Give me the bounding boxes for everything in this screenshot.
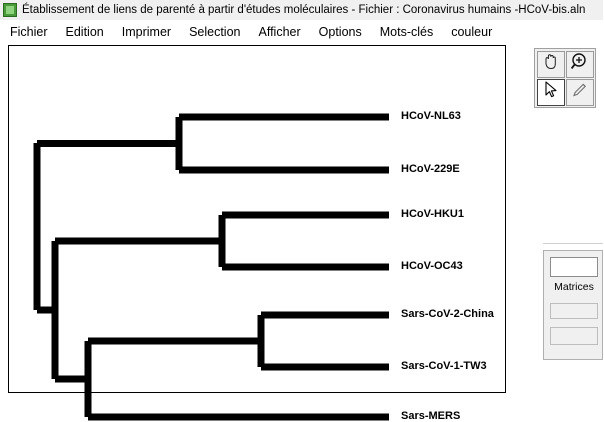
matrices-label: Matrices xyxy=(554,281,594,293)
matrices-tertiary-field[interactable] xyxy=(550,327,598,345)
menu-item-options[interactable]: Options xyxy=(318,25,362,39)
title-bar xyxy=(0,0,603,20)
matrices-secondary-field[interactable] xyxy=(550,303,598,319)
menu-item-mots-cles[interactable]: Mots-clés xyxy=(379,25,434,39)
window-title: Établissement de liens de parenté à partir d'études moléculaires - Fichier : Coronavirus humains -HCoV-bis.aln xyxy=(22,4,586,16)
leaf-label-3[interactable]: HCoV-OC43 xyxy=(401,260,463,272)
menu-item-fichier[interactable]: Fichier xyxy=(10,25,48,39)
menu-item-afficher[interactable]: Afficher xyxy=(258,25,301,39)
magnifier-plus-icon xyxy=(570,52,590,77)
pan-hand-tool-button[interactable] xyxy=(537,51,565,78)
select-arrow-tool-button[interactable] xyxy=(537,79,565,106)
tree-canvas[interactable] xyxy=(8,45,506,422)
leaf-label-4[interactable]: Sars-CoV-2-China xyxy=(401,308,494,320)
leaf-label-5[interactable]: Sars-CoV-1-TW3 xyxy=(401,360,487,372)
menu-item-selection[interactable]: Selection xyxy=(189,25,241,39)
menu-item-edition[interactable]: Edition xyxy=(65,25,104,39)
leaf-label-0[interactable]: HCoV-NL63 xyxy=(401,110,461,122)
pencil-tool-button[interactable] xyxy=(566,79,594,106)
zoom-tool-button[interactable] xyxy=(566,51,594,78)
leaf-label-6[interactable]: Sars-MERS xyxy=(401,410,461,422)
menu-bar xyxy=(0,21,603,43)
tool-palette xyxy=(534,48,596,108)
app-icon xyxy=(3,3,17,17)
menu-item-imprimer[interactable]: Imprimer xyxy=(121,25,172,39)
cursor-arrow-icon xyxy=(543,81,559,104)
pencil-icon xyxy=(571,81,589,104)
matrices-value-field[interactable] xyxy=(550,257,598,277)
leaf-label-1[interactable]: HCoV-229E xyxy=(401,163,460,175)
leaf-label-2[interactable]: HCoV-HKU1 xyxy=(401,208,464,220)
matrices-panel xyxy=(543,250,603,360)
panel-divider xyxy=(543,243,603,244)
hand-icon xyxy=(542,53,560,76)
menu-item-couleur[interactable]: couleur xyxy=(451,25,493,39)
